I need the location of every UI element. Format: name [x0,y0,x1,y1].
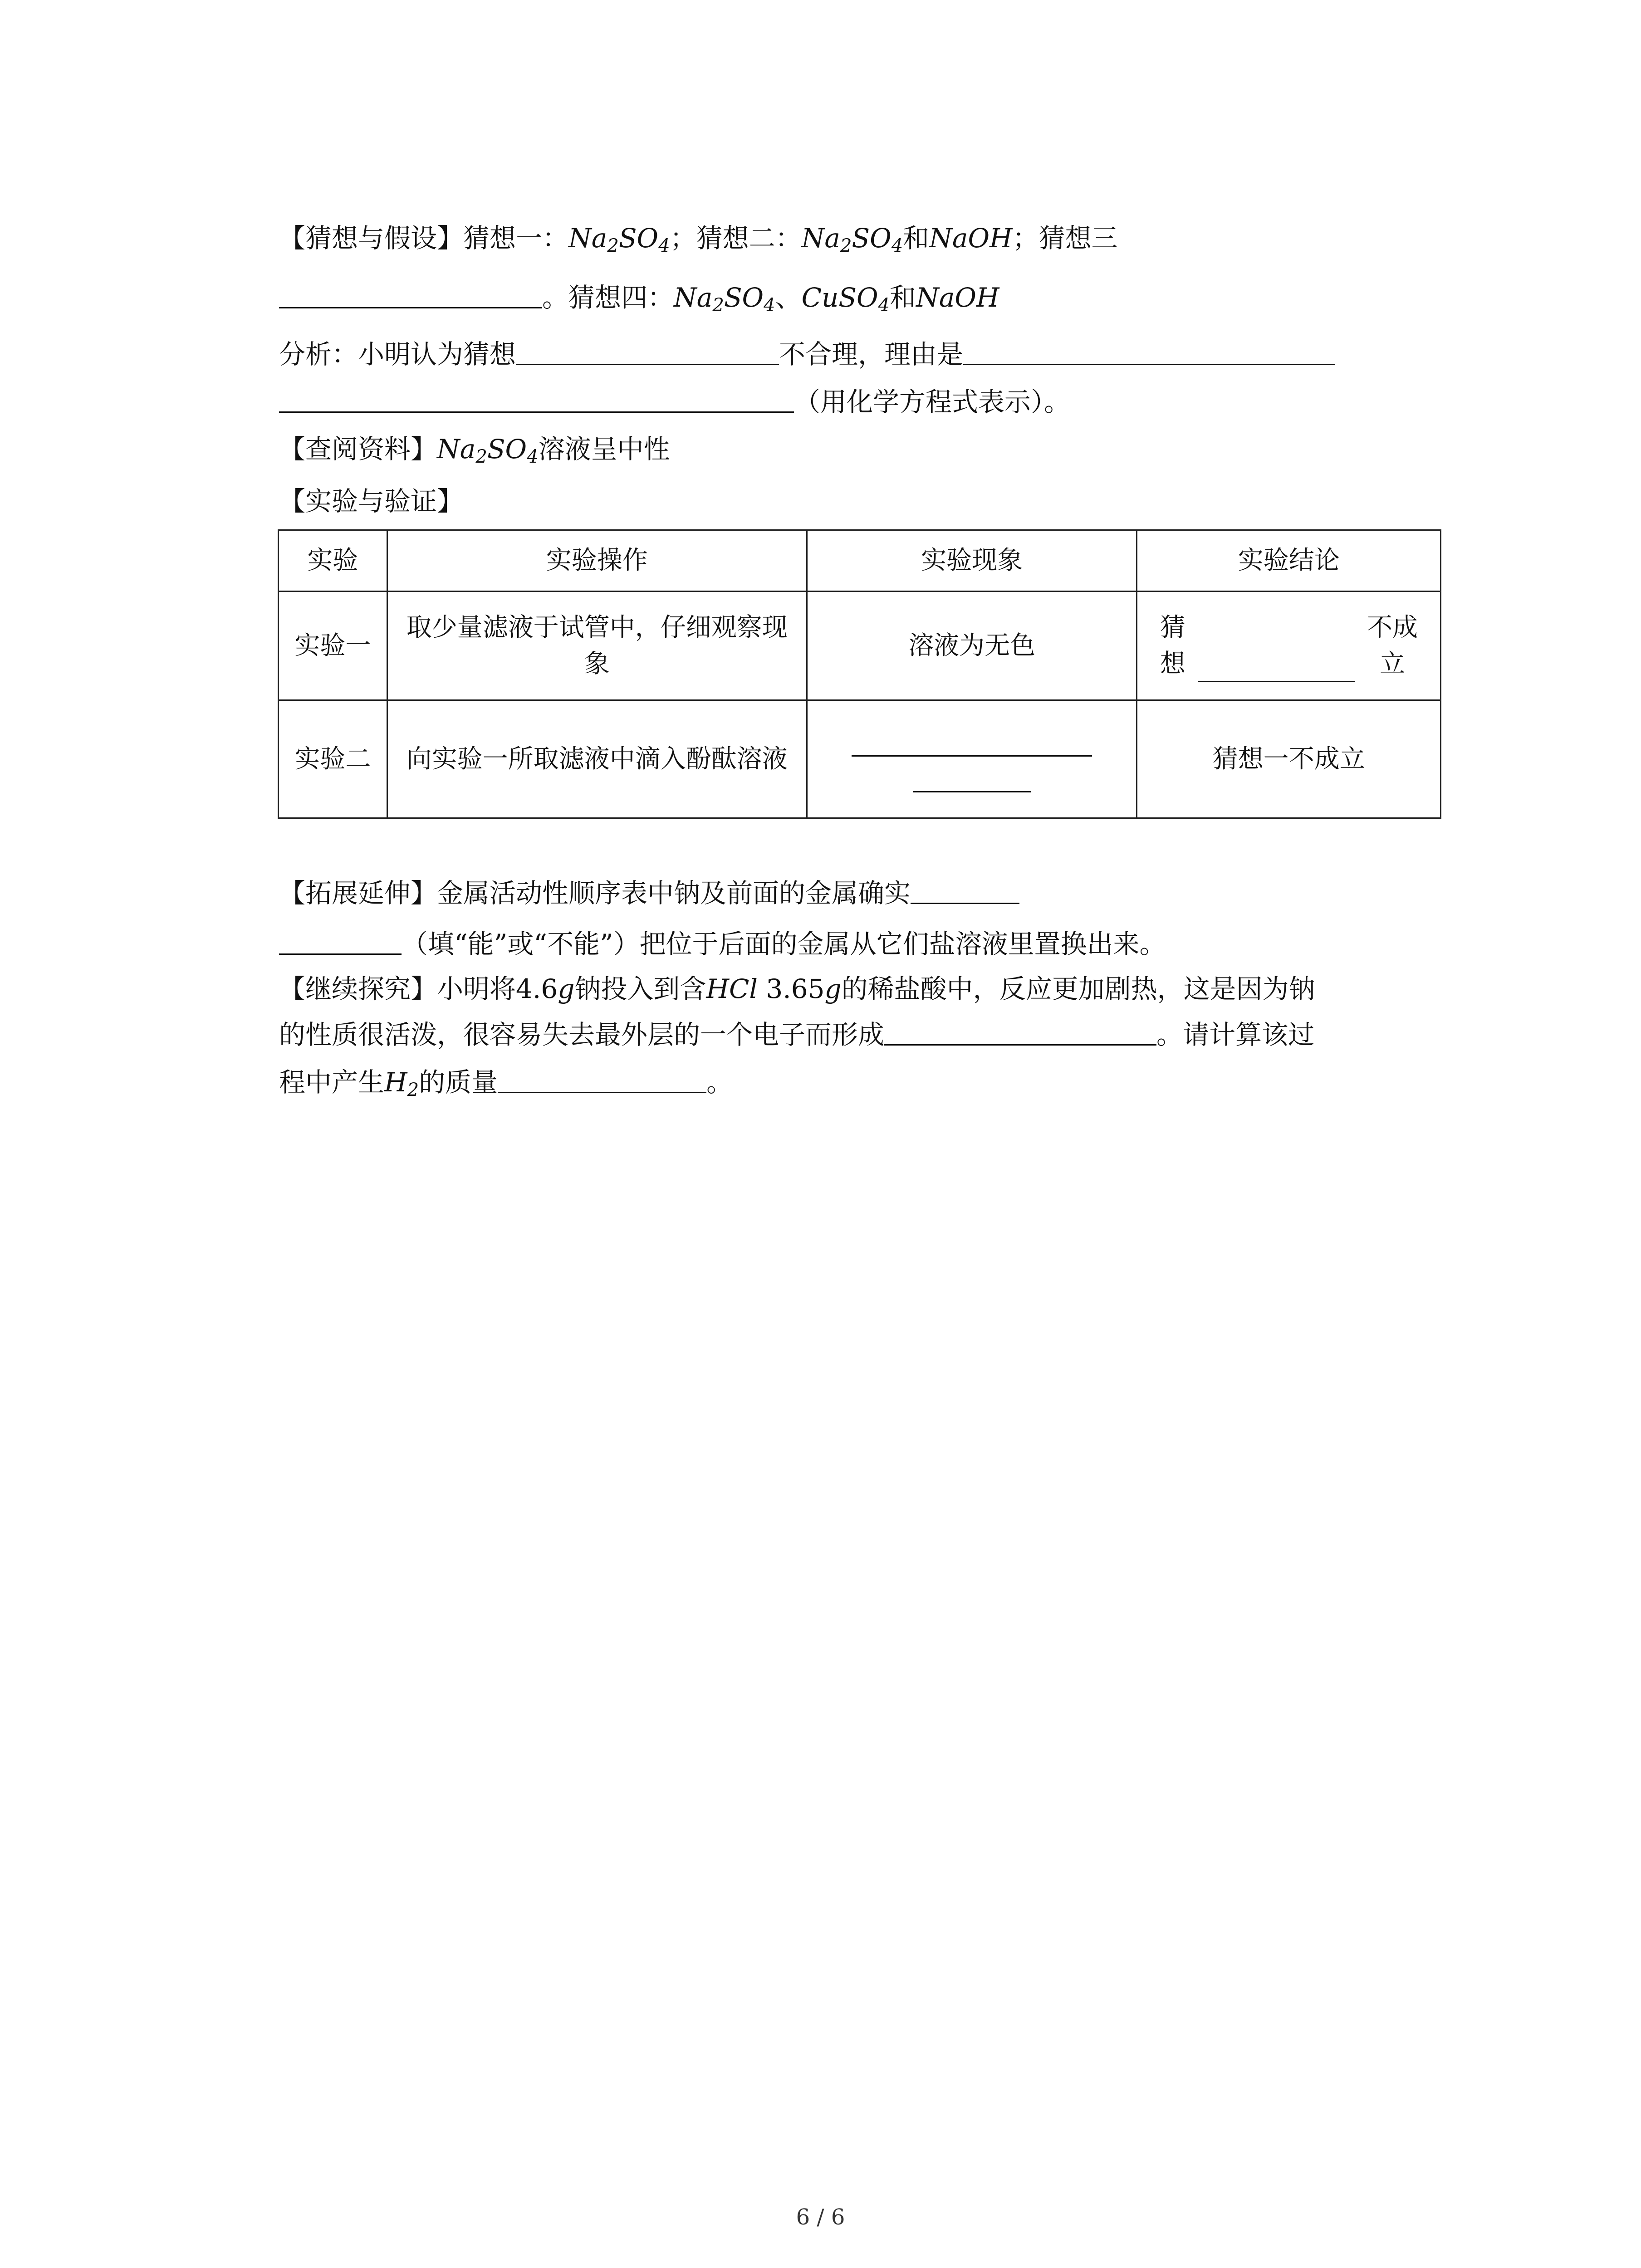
formula-h2: $H_2$ [384,1067,419,1100]
conclusion-hypothesis-blank[interactable] [1198,652,1355,682]
experiment-name: 实验二 [279,700,387,818]
experiment-conclusion: 猜想 不成立 [1137,591,1441,700]
table-row [279,700,1441,818]
header-conclusion: 实验结论 [1137,530,1441,591]
hypothesis-one-label: 猜想一： [463,223,569,254]
analysis-suffix: （用化学方程式表示）。 [794,386,1071,417]
experiment-phenomenon: 溶液为无色 [807,591,1137,700]
formula-naoh: NaOH [916,282,999,313]
formula-na2so4: $Na_2SO_4$ [568,223,670,256]
experiment-table [278,529,1441,819]
analysis-line-1 [279,336,1335,372]
hypothesis-four-label: 。猜想四： [542,282,674,313]
verify-section-label: 【实验与验证】 [279,486,464,517]
formula-na2so4: $Na_2SO_4$ [801,223,903,256]
formula-na2so4: $Na_2SO_4$ [437,434,539,467]
h2-mass-blank[interactable] [498,1064,706,1093]
table-header-row [279,530,1441,591]
extension-section-label: 【拓展延伸】 [279,878,437,909]
further-line-3: 程中产生$H_2$的质量 。 [279,1064,733,1100]
formula-naoh: NaOH [929,223,1013,254]
reference-section-label: 【查阅资料】 [279,434,437,464]
ion-formed-blank[interactable] [884,1016,1156,1046]
further-line-1: 【继续探究】小明将4.6g钠投入到含HCl 3.65g的稀盐酸中，反应更加剧热，这是因为钠 [279,973,1315,1004]
hypothesis-three-label: ；猜想三 [1012,223,1118,254]
extension-blank[interactable] [911,875,1019,904]
further-section-label: 【继续探究】 [279,973,437,1004]
table-row [279,591,1441,700]
experiment-operation: 向实验一所取滤液中滴入酚酞溶液 [387,700,807,818]
extension-line-2: （填“能”或“不能”）把位于后面的金属从它们盐溶液里置换出来。 [279,925,1166,962]
hcl-mass: 3.65 [766,973,825,1004]
extension-line-1: 【拓展延伸】金属活动性顺序表中钠及前面的金属确实 [279,875,1019,911]
experiment-operation: 取少量滤液于试管中，仔细观察现象 [387,591,807,700]
experiment-conclusion: 猜想一不成立 [1137,700,1441,818]
hypothesis-three-blank[interactable] [279,279,542,308]
sodium-mass: 4.6 [516,973,558,1004]
unreasonable-hypothesis-blank[interactable] [516,336,779,365]
analysis-reason-label: 不合理，理由是 [779,339,964,370]
extension-blank-cont[interactable] [279,925,402,955]
formula-cuso4: CuSO$_4$ [801,282,890,316]
hypothesis-line-1: 【猜想与假设】猜想一：$Na_2SO_4$；猜想二：$Na_2SO_4$和NaOH；猜想三 [279,223,1118,256]
header-experiment: 实验 [279,530,387,591]
hypothesis-section-label: 【猜想与假设】 [279,223,464,254]
analysis-prefix: 分析：小明认为猜想 [279,339,516,370]
reference-line: 【查阅资料】$Na_2SO_4$溶液呈中性 [279,434,670,467]
reason-blank-1[interactable] [963,336,1335,365]
reason-blank-2[interactable] [279,383,794,413]
header-phenomenon: 实验现象 [807,530,1137,591]
analysis-line-2 [279,383,1070,420]
hypothesis-line-2: 。猜想四：$Na_2SO_4$、CuSO$_4$和NaOH [279,279,999,316]
formula-na2so4: $Na_2SO_4$ [674,282,775,316]
page-number: 6 / 6 [796,2204,845,2230]
phenomenon-blank-2[interactable] [913,762,1031,792]
formula-hcl: HCl [706,973,758,1004]
experiment-phenomenon [807,700,1137,818]
experiment-name: 实验一 [279,591,387,700]
further-line-2: 的性质很活泼，很容易失去最外层的一个电子而形成 。请计算该过 [279,1016,1314,1053]
hypothesis-two-label: 猜想二： [696,223,802,254]
phenomenon-blank-1[interactable] [852,726,1092,757]
header-operation: 实验操作 [387,530,807,591]
